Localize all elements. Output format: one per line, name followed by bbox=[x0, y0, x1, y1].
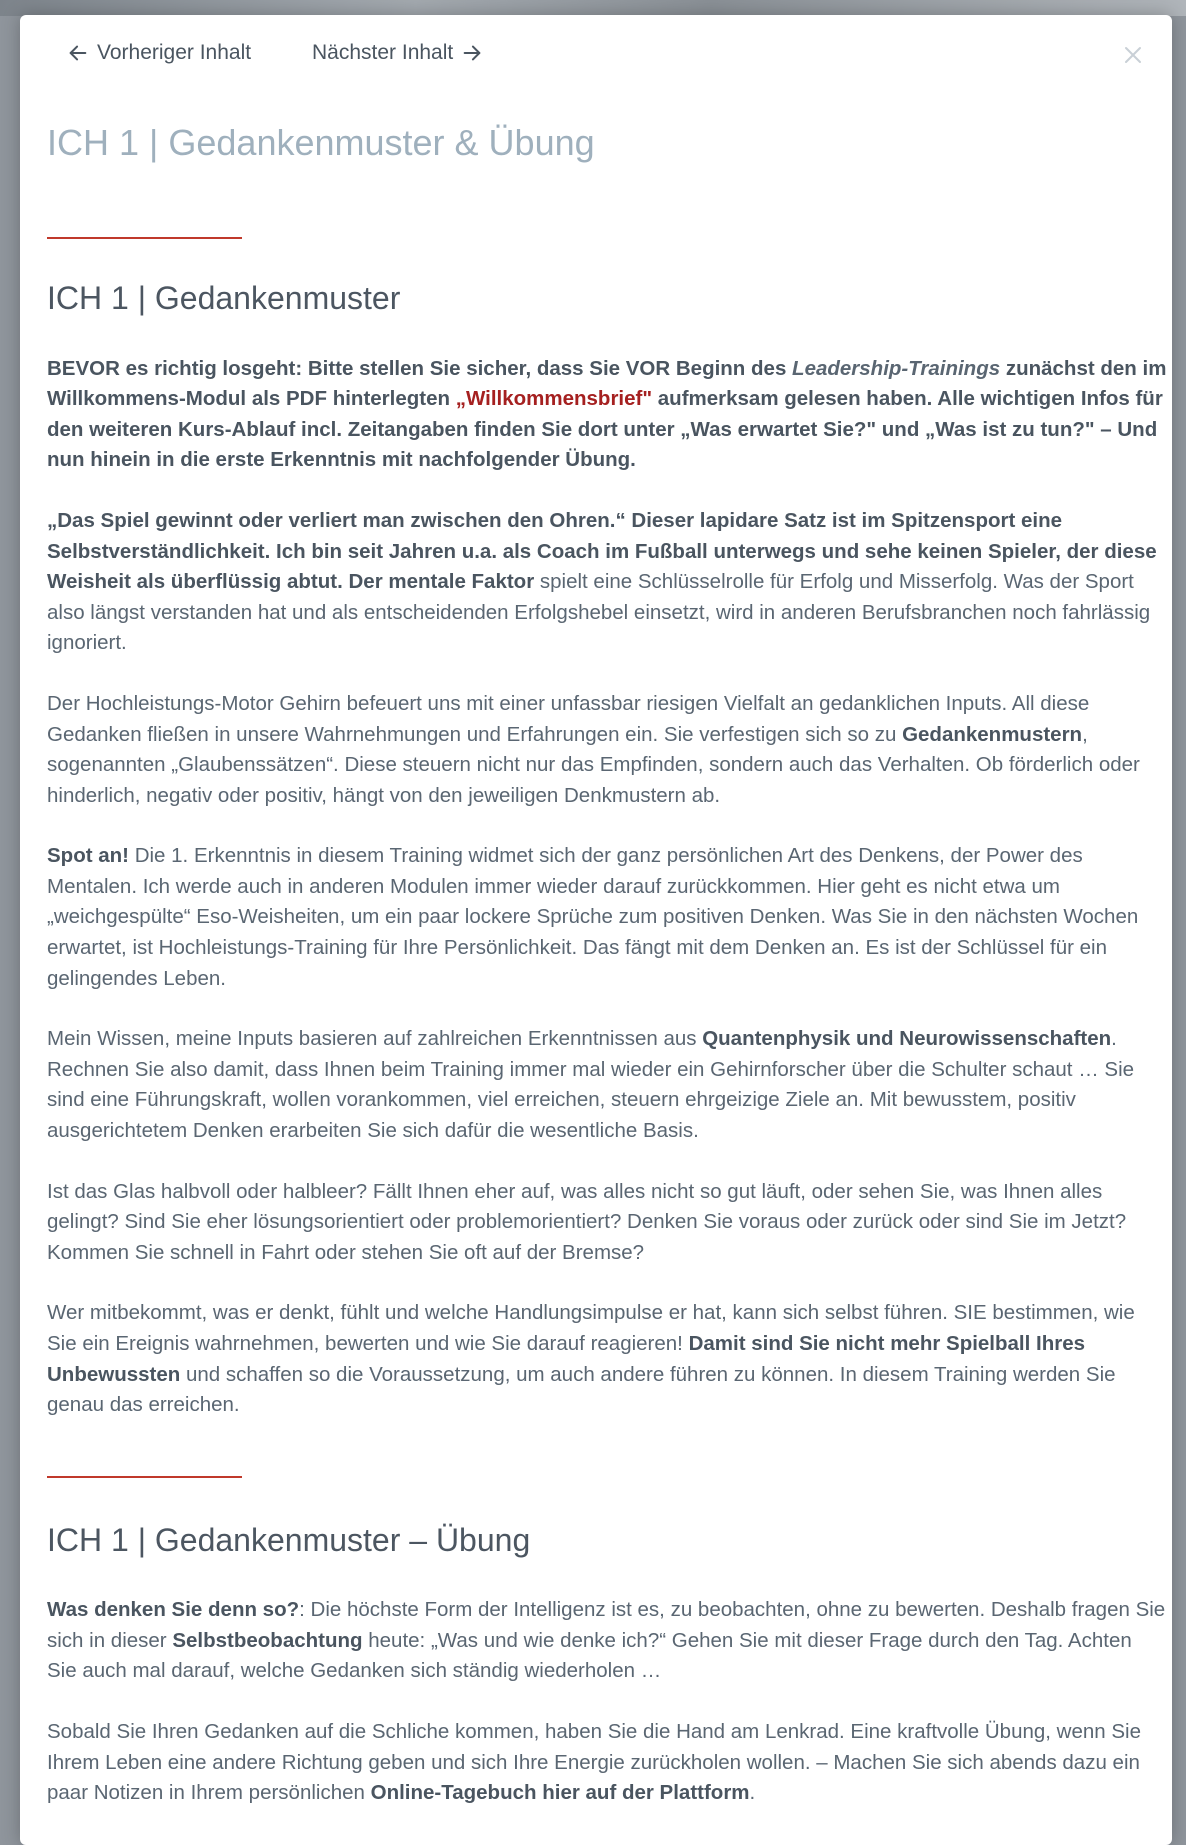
previous-content-label: Vorheriger Inhalt bbox=[97, 41, 252, 64]
paragraph-was-denken-b: : Die höchste Form der Intelligenz ist es, zu beobachten, ohne zu bewerten. Deshalb fragen Sie sich in dieser bbox=[47, 1598, 1166, 1652]
intro-text-e: aufmerksam gelesen haben. Alle wichtigen Infos für den weiteren Kurs-Ablauf incl. Zeitangaben finden Sie dort unter „Was erwartet Sie?" und „Was ist zu tun?" – Und nun hinein in die erste Erkenntnis mit nachfolgender Übung. bbox=[47, 387, 1163, 472]
paragraph-was-denken bbox=[47, 1595, 1167, 1687]
close-button[interactable] bbox=[1122, 44, 1144, 66]
next-content-label: Nächster Inhalt bbox=[312, 41, 454, 64]
paragraph-schliche-a: Sobald Sie Ihren Gedanken auf die Schliche kommen, haben Sie die Hand am Lenkrad. Eine kraftvolle Übung, wenn Sie Ihrem Leben eine andere Richtung geben und sich Ihre Energie zurückholen wollen. – Machen Sie sich abends dazu ein paar Notizen in Ihrem persönlichen bbox=[47, 1719, 1142, 1805]
paragraph-wissen-bold: Quantenphysik und Neurowissenschaften bbox=[702, 1027, 1112, 1051]
paragraph-mitbekommt-a: Wer mitbekommt, was er denkt, fühlt und welche Handlungsimpulse er hat, kann sich selbst führen. SIE bestimmen, wie Sie ein Ereignis wahrnehmen, bewerten und wie Sie darauf reagieren! bbox=[47, 1301, 1135, 1356]
paragraph-glas-text: Ist das Glas halbvoll oder halbleer? Fällt Ihnen eher auf, was alles nicht so gut läuft, oder sehen Sie, was Ihnen alles gelingt? Sind Sie eher lösungsorientiert oder problemorientiert? Denken Sie voraus oder zurück oder sind Sie im Jetzt? Kommen Sie schnell in Fahrt oder stehen Sie oft auf der Bremse? bbox=[47, 1179, 1127, 1264]
section-divider bbox=[47, 1476, 242, 1478]
close-icon bbox=[1122, 44, 1144, 66]
paragraph-mitbekommt-c: und schaffen so die Voraussetzung, um auch andere führen zu können. In diesem Training werden Sie genau das erreichen. bbox=[47, 1362, 1116, 1417]
intro-paragraph bbox=[47, 354, 1167, 476]
backdrop bbox=[0, 0, 1186, 16]
paragraph-spiel-text: spielt eine Schlüsselrolle für Erfolg und Misserfolg. Was der Sport also längst verstanden hat und als entscheidenden Erfolgshebel einsetzt, wird in anderen Berufsbranchen noch fahrlässig ignoriert. bbox=[47, 570, 1151, 655]
paragraph-hochleistung bbox=[47, 689, 1167, 811]
modal-topbar bbox=[20, 15, 1172, 95]
section-title-gedankenmuster: ICH 1 | Gedankenmuster bbox=[47, 280, 401, 317]
page-title: ICH 1 | Gedankenmuster & Übung bbox=[47, 122, 595, 163]
intro-text-training: Leadership-Trainings bbox=[792, 356, 1001, 380]
paragraph-wissen-a: Mein Wissen, meine Inputs basieren auf zahlreichen Erkenntnissen aus bbox=[47, 1027, 703, 1051]
arrow-right-icon bbox=[461, 42, 483, 64]
paragraph-schliche-c: . bbox=[749, 1781, 756, 1805]
paragraph-spiel bbox=[47, 506, 1167, 659]
paragraph-was-denken-bold: Was denken Sie denn so? bbox=[47, 1598, 300, 1622]
online-tagebuch-link[interactable]: Online-Tagebuch hier auf der Plattform bbox=[370, 1781, 750, 1805]
paragraph-mitbekommt-bold: Damit sind Sie nicht mehr Spielball Ihres Unbewussten bbox=[47, 1332, 1086, 1386]
paragraph-glas bbox=[47, 1177, 1167, 1269]
paragraph-mitbekommt bbox=[47, 1298, 1167, 1420]
paragraph-spot-an-bold: Spot an! bbox=[47, 844, 129, 868]
section-divider bbox=[47, 237, 242, 239]
paragraph-spot-an-text: Die 1. Erkenntnis in diesem Training widmet sich der ganz persönlichen Art des Denkens, der Power des Mentalen. Ich werde auch in anderen Modulen immer wieder darauf zurückkommen. Hier geht es nicht etwa um „weichgespülte“ Eso-Weisheiten, um ein paar lockere Sprüche zum positiven Denken. Was Sie in den nächsten Wochen erwartet, ist Hochleistungs-Training für Ihre Persönlichkeit. Das fängt mit dem Denken an. Es ist der Schlüssel für ein gelingendes Leben. bbox=[47, 844, 1139, 990]
paragraph-was-denken-d: heute: „Was und wie denke ich?“ Gehen Sie mit dieser Frage durch den Tag. Achten Sie auch mal darauf, welche Gedanken sich ständig wiederholen … bbox=[47, 1628, 1132, 1683]
previous-content-button[interactable] bbox=[67, 41, 251, 65]
next-content-button[interactable] bbox=[312, 41, 483, 65]
paragraph-spot-an bbox=[47, 841, 1167, 994]
arrow-left-icon bbox=[67, 42, 89, 64]
paragraph-wissen-c: . Rechnen Sie also damit, dass Ihnen beim Training immer mal wieder ein Gehirnforscher über die Schulter schaut … Sie sind eine Führungskraft, wollen vorankommen, viel erreichen, steuern ehrgeizige Ziele an. Mit bewusstem, positiv ausgerichtetem Denken erarbeiten Sie sich dafür die wesentliche Basis. bbox=[47, 1027, 1135, 1143]
section-title-uebung: ICH 1 | Gedankenmuster – Übung bbox=[47, 1521, 531, 1558]
paragraph-wissen bbox=[47, 1024, 1167, 1146]
content-modal bbox=[20, 15, 1172, 1845]
paragraph-hochleistung-c: , sogenannten „Glaubenssätzen“. Diese steuern nicht nur das Empfinden, sondern auch das Verhalten. Ob förderlich oder hinderlich, negativ oder positiv, hängt von den jeweiligen Denkmustern ab. bbox=[47, 722, 1140, 807]
paragraph-hochleistung-bold: Gedankenmustern bbox=[902, 722, 1083, 746]
willkommensbrief-link[interactable]: „Willkommensbrief" bbox=[455, 387, 653, 411]
intro-text-a: BEVOR es richtig losgeht: Bitte stellen Sie sicher, dass Sie VOR Beginn des bbox=[47, 356, 793, 380]
paragraph-was-denken-bold-2: Selbstbeobachtung bbox=[172, 1628, 363, 1652]
intro-text-c: zunächst den im Willkommens-Modul als PDF hinterlegten bbox=[47, 356, 1167, 411]
modal-content bbox=[47, 121, 1167, 1809]
paragraph-hochleistung-a: Der Hochleistungs-Motor Gehirn befeuert uns mit einer unfassbar riesigen Vielfalt an gedanklichen Inputs. All diese Gedanken fließen in unsere Wahrnehmungen und Erfahrungen ein. Sie verfestigen sich so zu bbox=[47, 691, 1090, 746]
paragraph-schliche bbox=[47, 1717, 1167, 1809]
paragraph-spiel-bold: „Das Spiel gewinnt oder verliert man zwischen den Ohren.“ Dieser lapidare Satz ist im Spitzensport eine Selbstverständlichkeit. Ich bin seit Jahren u.a. als Coach im Fußball unterwegs und sehe keinen Spieler, der diese Weisheit als überflüssig abtut. Der mentale Faktor bbox=[47, 508, 1157, 594]
